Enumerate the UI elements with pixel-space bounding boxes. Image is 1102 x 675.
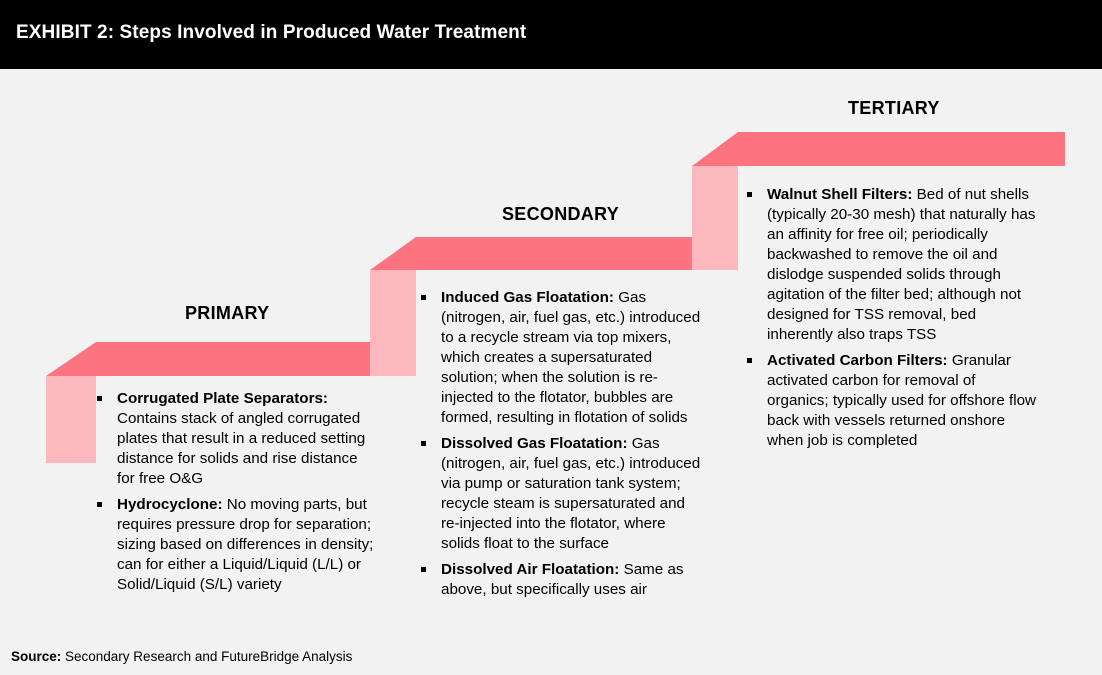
primary-step-top [46,342,370,376]
list-item [420,560,705,600]
item-text: Same as above, but specifically uses air [441,561,684,598]
item-text: Gas (nitrogen, air, fuel gas, etc.) introduced via pump or saturation tank system; recycle steam is supersaturated and re-injected into the flotator, where solids float to the surface [441,435,701,552]
primary-stage-label: PRIMARY [185,303,270,323]
primary-step-riser [46,376,96,463]
list-item [420,434,705,554]
list-item [96,389,376,489]
item-name: Induced Gas Floatation: [441,289,614,306]
item-text: Bed of nut shells (typically 20-30 mesh) that naturally has an affinity for free oil; periodically backwashed to remove the oil and dislodge suspended solids through agitation of the filter bed; although not designed for TSS removal, bed inherently also traps TSS [767,186,1036,343]
item-name: Hydrocyclone: [117,496,223,513]
secondary-step-top [370,237,692,270]
item-text: Granular activated carbon for removal of organics; typically used for offshore flow back with vessels returned onshore when job is completed [767,352,1037,449]
tertiary-step-top [692,132,1065,166]
tertiary-step-riser [692,166,738,270]
secondary-item-list [420,288,705,606]
exhibit-title: EXHIBIT 2: Steps Involved in Produced Water Treatment [16,22,527,43]
list-item [746,185,1036,345]
item-name: Walnut Shell Filters: [767,186,913,203]
tertiary-item-list [746,185,1036,457]
item-text: Gas (nitrogen, air, fuel gas, etc.) introduced to a recycle stream via top mixers, which creates a supersaturated solution; when the solution is re-injected to the flotator, bubbles are formed, resulting in flotation of solids [441,289,701,426]
list-item [420,288,705,428]
item-name: Corrugated Plate Separators: [117,390,328,407]
item-text: Contains stack of angled corrugated plates that result in a reduced setting distance for solids and rise distance for free O&G [117,410,366,487]
list-item [746,351,1036,451]
source-note [11,649,352,664]
item-name: Dissolved Air Floatation: [441,561,620,578]
item-name: Activated Carbon Filters: [767,352,948,369]
primary-item-list [96,389,376,601]
list-item [96,495,376,595]
source-text: Secondary Research and FutureBridge Analysis [61,649,353,664]
source-label: Source: [11,649,62,664]
item-name: Dissolved Gas Floatation: [441,435,628,452]
item-text: No moving parts, but requires pressure drop for separation; sizing based on differences in density; can for either a Liquid/Liquid (L/L) or Solid/Liquid (S/L) variety [117,496,374,593]
secondary-stage-label: SECONDARY [502,204,620,224]
secondary-step-riser [370,270,416,376]
tertiary-stage-label: TERTIARY [848,98,940,118]
